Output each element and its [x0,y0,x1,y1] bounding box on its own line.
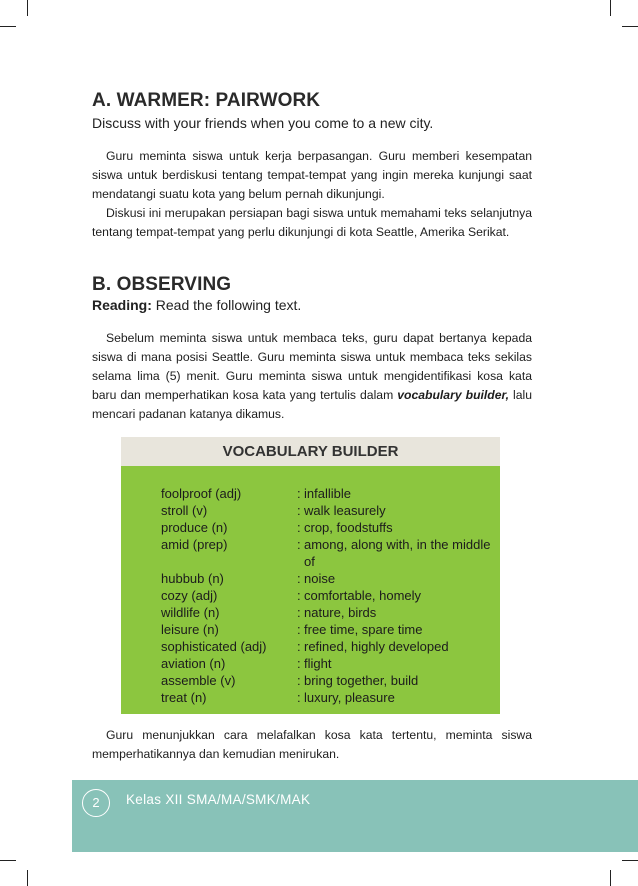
vocabulary-term: cozy (adj) [161,588,218,603]
paragraph-text: Sebelum meminta siswa untuk membaca teks, guru dapat bertanya kepada siswa di mana posisi Seattle. Guru meminta siswa untuk membaca teks sekilas selama lima (5) menit. Guru meminta siswa untuk mengidentifikasi kosa kata baru dan memperhatikan kosa kata yang tertulis dalam [92,331,532,402]
crop-mark [27,870,28,886]
closing-paragraph: Guru menunjukkan cara melafalkan kosa kata tertentu, meminta siswa memperhatikannya dan kemudian menirukan. [92,728,532,761]
section-b-title: B. OBSERVING [92,274,232,295]
vocabulary-term: stroll (v) [161,503,208,518]
vocabulary-builder-box [121,437,500,714]
vocabulary-term: leisure (n) [161,622,219,637]
reading-text: Read the following text. [151,297,302,313]
crop-mark [622,26,638,27]
colon-separator: : [297,690,301,705]
crop-mark [0,26,16,27]
section-a-subtitle: Discuss with your friends when you come to a new city. [92,115,434,131]
colon-separator: : [297,622,301,637]
vocabulary-definition: crop, foodstuffs [304,520,393,535]
vocabulary-definition: luxury, pleasure [304,690,395,705]
page-number: 2 [82,789,110,817]
closing-body [92,726,532,764]
vocabulary-builder-title: VOCABULARY BUILDER [121,437,500,466]
colon-separator: : [297,656,301,671]
colon-separator: : [297,605,301,620]
section-b-body [92,329,532,424]
colon-separator: : [297,537,301,552]
crop-mark [0,860,16,861]
colon-separator: : [297,571,301,586]
vocabulary-definition: bring together, build [304,673,419,688]
vocabulary-term: wildlife (n) [161,605,220,620]
section-a-body [92,147,532,242]
section-b-paragraph-1 [92,329,532,424]
section-a-title: A. WARMER: PAIRWORK [92,90,321,111]
footer-band [72,780,638,852]
crop-mark [610,0,611,16]
section-a-paragraph-2: Diskusi ini merupakan persiapan bagi siswa untuk memahami teks selanjutnya tentang tempat-tempat yang perlu dikunjungi di kota Seattle, Amerika Serikat. [92,206,532,239]
vocabulary-term: treat (n) [161,690,207,705]
vocabulary-term: aviation (n) [161,656,226,671]
colon-separator: : [297,486,301,501]
vocabulary-definition: nature, birds [304,605,377,620]
colon-separator: : [297,503,301,518]
colon-separator: : [297,588,301,603]
colon-separator: : [297,520,301,535]
vocabulary-term: foolproof (adj) [161,486,242,501]
colon-separator: : [297,639,301,654]
vocabulary-definition: flight [304,656,332,671]
vocabulary-definition: among, along with, in the middle of [304,537,491,569]
footer-text: Kelas XII SMA/MA/SMK/MAK [126,792,311,807]
vocabulary-definition: infallible [304,486,351,501]
vocabulary-definition: noise [304,571,336,586]
vocabulary-term: produce (n) [161,520,228,535]
vocabulary-term: sophisticated (adj) [161,639,267,654]
vocabulary-term: assemble (v) [161,673,236,688]
vocabulary-definition: walk leasurely [304,503,386,518]
paragraph-text-end: lalu mencari padanan katanya dikamus. [92,388,532,421]
crop-mark [610,870,611,886]
vocabulary-definition: refined, highly developed [304,639,449,654]
reading-instruction [92,297,301,313]
vocabulary-term: amid (prep) [161,537,228,552]
crop-mark [622,860,638,861]
section-a-paragraph-1: Guru meminta siswa untuk kerja berpasangan. Guru memberi kesempatan siswa untuk berdiskusi tentang tempat-tempat yang ingin mereka kunjungi saat mendatangi suatu kota yang belum pernah dikunjungi. [92,149,532,201]
reading-label: Reading: [92,297,152,313]
vocabulary-definition: comfortable, homely [304,588,422,603]
crop-mark [27,0,28,16]
colon-separator: : [297,673,301,688]
vocabulary-builder-emphasis: vocabulary builder, [397,388,509,402]
vocabulary-term: hubbub (n) [161,571,224,586]
vocabulary-definition: free time, spare time [304,622,423,637]
